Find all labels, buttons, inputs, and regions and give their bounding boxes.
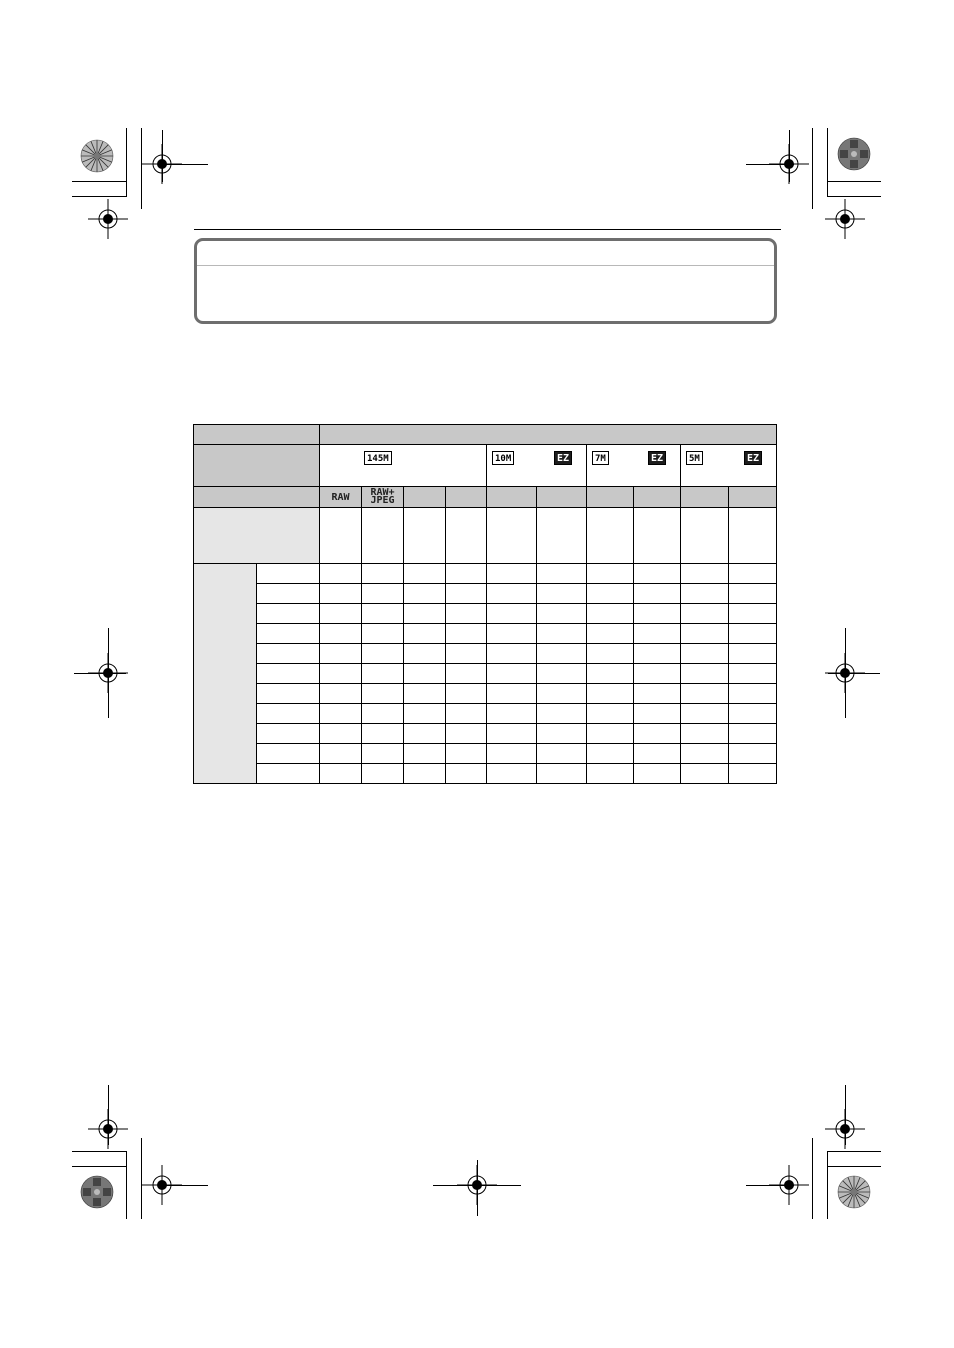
image-size-icon: 145M <box>364 451 392 465</box>
table-cell <box>634 508 681 564</box>
row-label-cell <box>257 684 320 704</box>
color-wheel-icon <box>80 1175 114 1209</box>
table-cell <box>587 508 634 564</box>
header-cell <box>729 487 777 508</box>
title-box-divider <box>197 265 774 266</box>
table-cell <box>681 508 729 564</box>
quality-raw-jpeg-line: JPEG <box>370 495 395 506</box>
registration-mark-icon <box>825 199 865 239</box>
header-cell <box>320 425 777 445</box>
registration-mark-icon <box>88 199 128 239</box>
image-size-group <box>681 445 777 487</box>
table-row <box>194 584 777 604</box>
table-cell <box>446 508 487 564</box>
title-box <box>194 238 777 324</box>
table-row <box>194 644 777 664</box>
image-size-icon: 10M <box>492 451 514 465</box>
table-row <box>194 744 777 764</box>
image-size-icon: 7M <box>592 451 609 465</box>
image-size-icon: 5M <box>686 451 703 465</box>
table-cell <box>320 508 362 564</box>
table-row <box>194 508 777 564</box>
table-row <box>194 445 777 487</box>
header-cell <box>587 487 634 508</box>
header-rule <box>194 229 781 230</box>
row-label-cell <box>257 644 320 664</box>
table-cell <box>729 508 777 564</box>
color-wheel-icon <box>837 137 871 171</box>
extended-zoom-icon: EZ <box>648 451 666 465</box>
row-group-header <box>194 564 257 784</box>
extended-zoom-icon: EZ <box>554 451 572 465</box>
image-size-group <box>320 445 487 487</box>
table-row <box>194 564 777 584</box>
header-cell <box>537 487 587 508</box>
row-label-cell <box>257 624 320 644</box>
quality-raw-jpeg-line: RAW+ <box>370 487 395 498</box>
table-row <box>194 664 777 684</box>
quality-raw-icon: RAW <box>320 487 362 508</box>
row-label-cell <box>257 664 320 684</box>
header-cell <box>446 487 487 508</box>
header-cell <box>194 425 320 445</box>
table-row <box>194 704 777 724</box>
table-cell <box>404 508 446 564</box>
image-size-group <box>487 445 587 487</box>
header-cell <box>487 487 537 508</box>
row-label-cell <box>257 724 320 744</box>
header-cell <box>194 487 320 508</box>
table-row <box>194 624 777 644</box>
quality-raw-jpeg-icon <box>362 487 404 508</box>
extended-zoom-icon: EZ <box>744 451 762 465</box>
table-row <box>194 764 777 784</box>
header-cell <box>681 487 729 508</box>
row-label-cell <box>257 764 320 784</box>
row-label-cell <box>257 604 320 624</box>
row-label-cell <box>257 744 320 764</box>
spec-table <box>193 424 777 784</box>
row-header-cell <box>194 508 320 564</box>
table-row <box>194 724 777 744</box>
table-cell <box>362 508 404 564</box>
image-size-group <box>587 445 681 487</box>
color-wheel-icon <box>837 1175 871 1209</box>
table-row <box>194 487 777 508</box>
header-cell <box>194 445 320 487</box>
row-label-cell <box>257 584 320 604</box>
row-label-cell <box>257 564 320 584</box>
table-cell <box>537 508 587 564</box>
table-row <box>194 604 777 624</box>
row-label-cell <box>257 704 320 724</box>
header-cell <box>404 487 446 508</box>
table-row <box>194 425 777 445</box>
table-row <box>194 684 777 704</box>
color-wheel-icon <box>80 139 114 173</box>
header-cell <box>634 487 681 508</box>
table-cell <box>487 508 537 564</box>
